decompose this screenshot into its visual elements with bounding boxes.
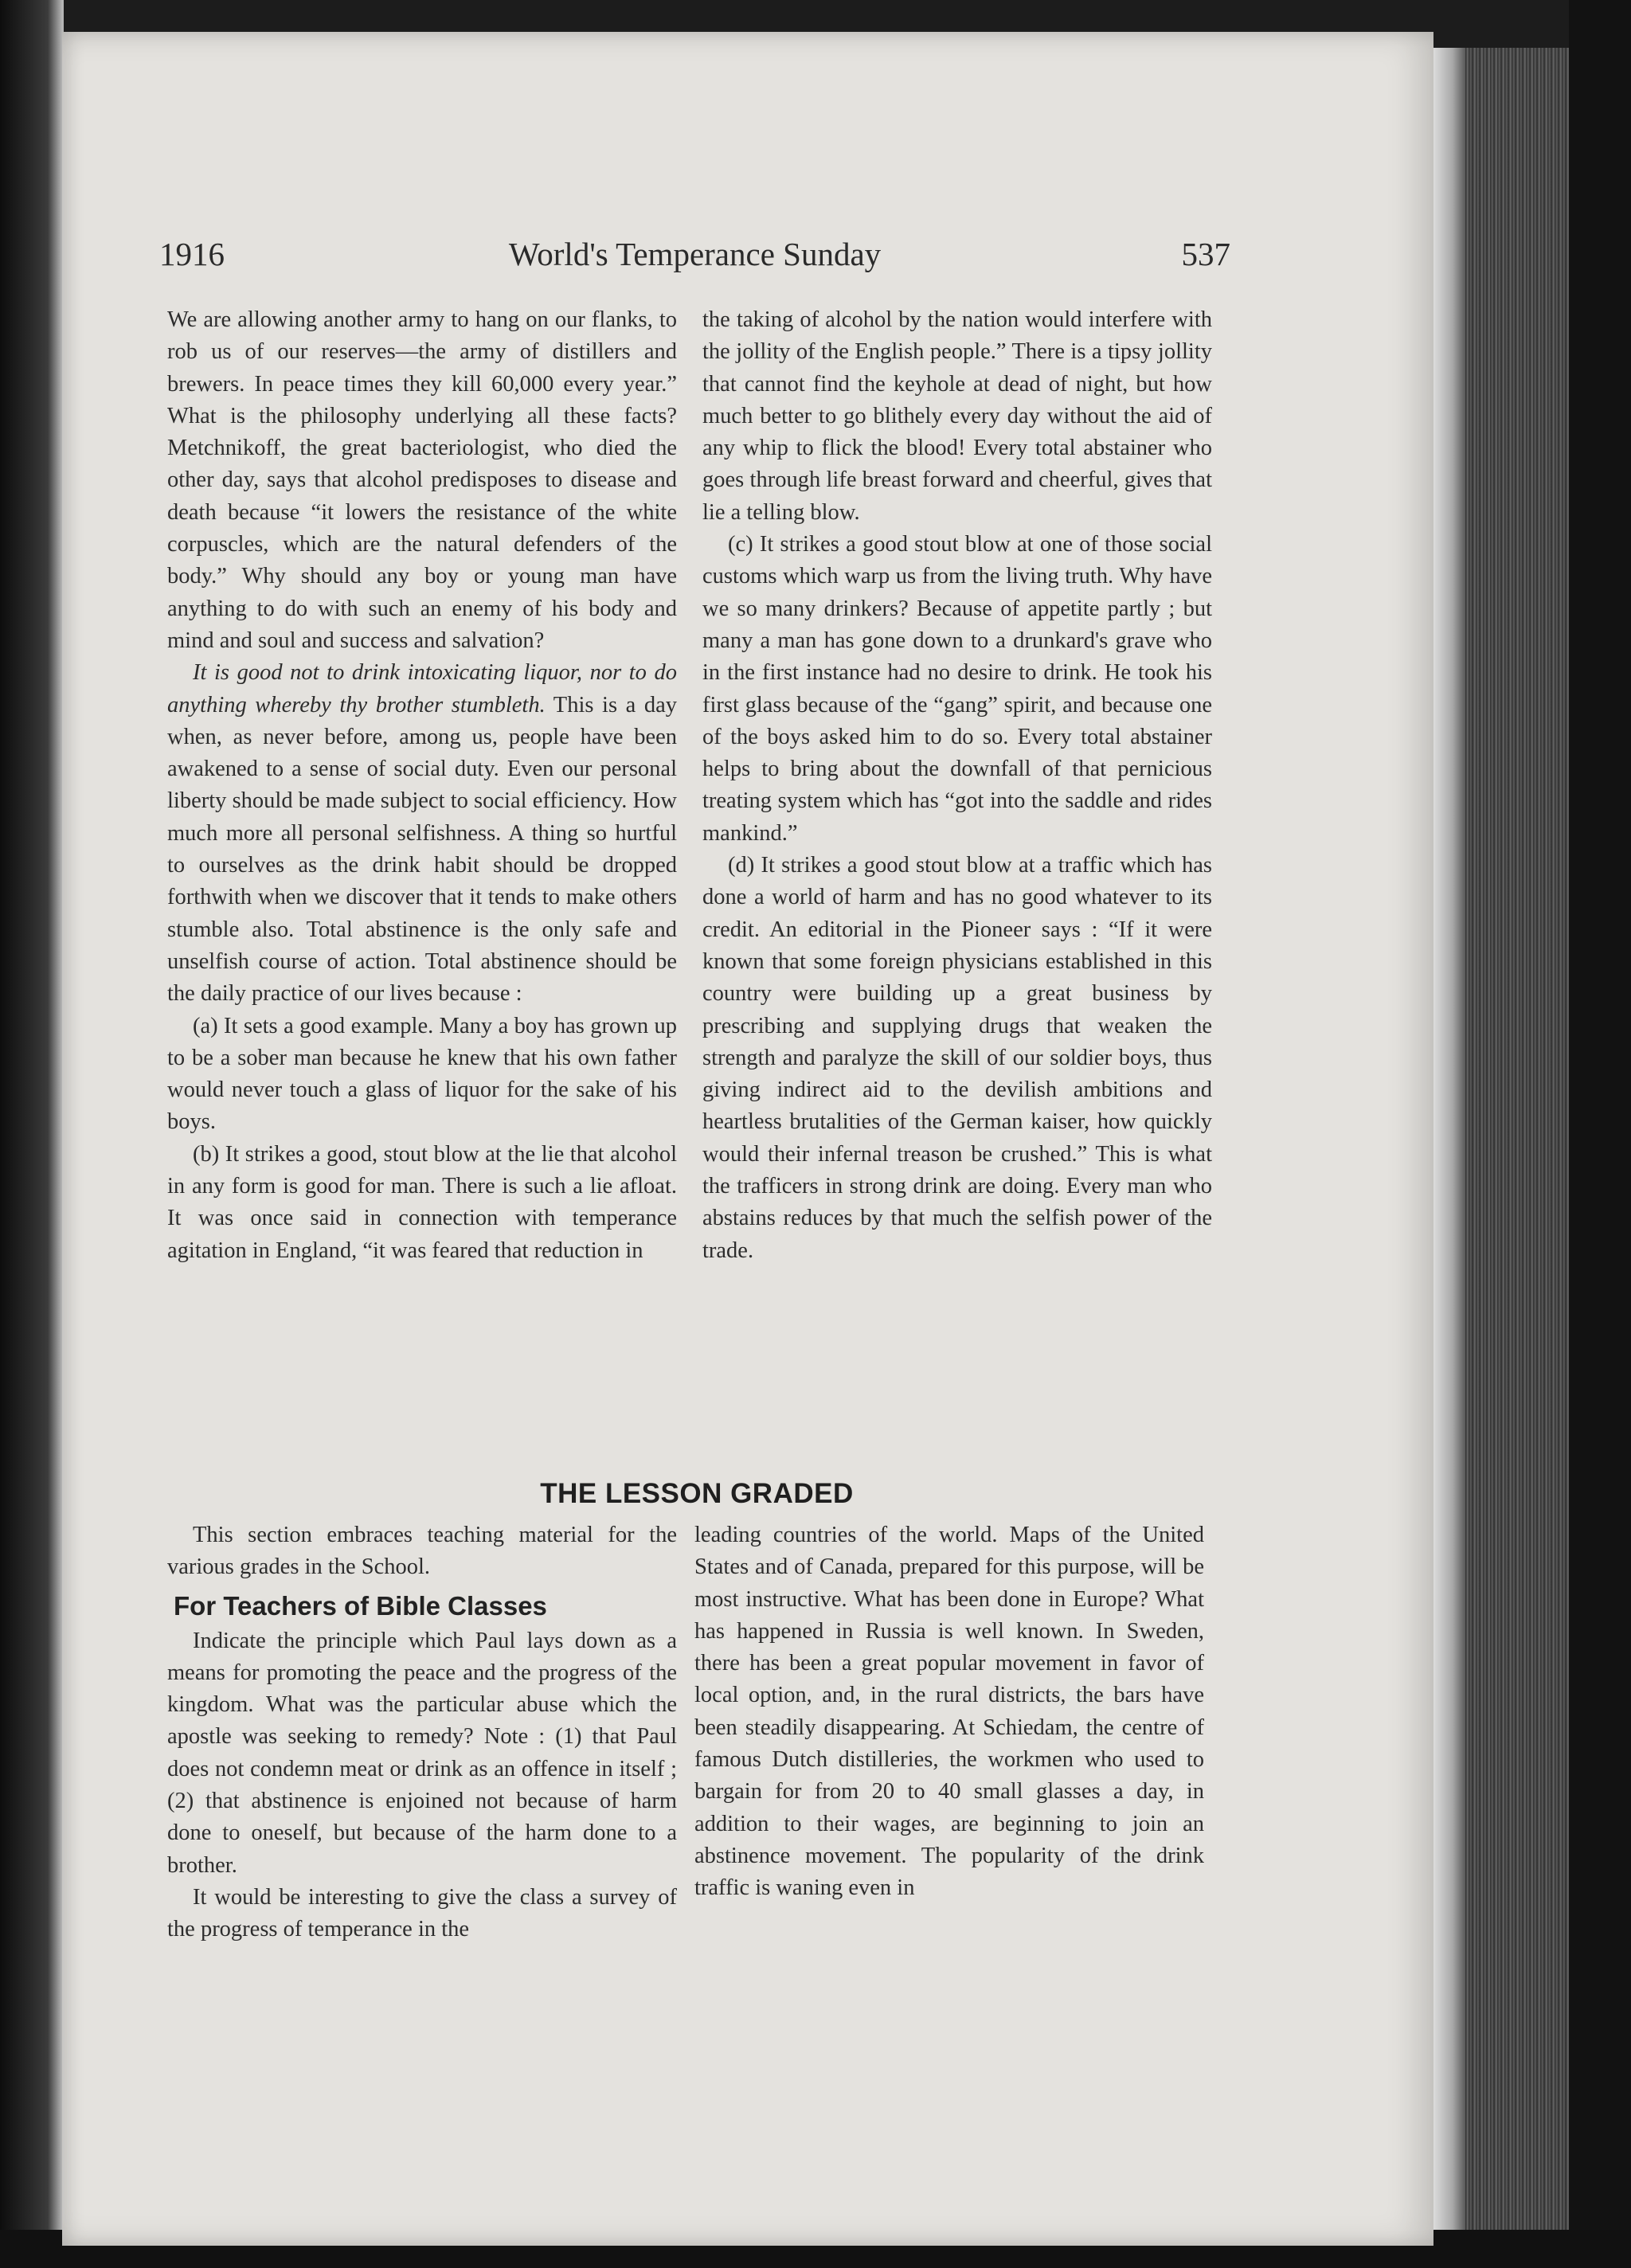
subheading: For Teachers of Bible Classes <box>174 1590 547 1621</box>
paragraph: leading countries of the world. Maps of the United States and of Canada, prepared for this purpose, will be most instructive. What has been done in Europe? What has happened in Russia is well known. In Sweden, there has been a great popular movement in favor of local option, and, in the rural districts, the bars have been steadily disappearing. At Schiedam, the centre of famous Dutch distilleries, the workmen who used to bargain for from 20 to 40 small glasses a day, in addition to their wages, are beginning to join an abstinence movement. The popularity of the drink traffic is waning even in <box>694 1523 1204 1901</box>
paragraph: It would be interesting to give the class a survey of the progress of temperance in the <box>167 1884 677 1942</box>
column-top-right <box>702 304 1212 1267</box>
paragraph: (a) It sets a good example. Many a boy has grown up to be a sober man because he knew that his own father would never touch a glass of liquor for the sake of his boys. <box>167 1013 677 1135</box>
paragraph: (c) It strikes a good stout blow at one of those social customs which warp us from the living truth. Why have we so many drinkers? Because of appetite partly ; but many a man has gone down to a drunkard's grave who in the first instance had no desire to drink. He took his first glass because of the “gang” spirit, and because one of the boys asked him to do so. Every total abstainer helps to bring about the downfall of that pernicious treating system which has “got into the saddle and rides mankind.” <box>702 532 1212 846</box>
paragraph: Indicate the principle which Paul lays down as a means for promoting the peace and the progress of the kingdom. What was the particular abuse which the apostle was seeking to remedy? Note : (1) that Paul does not condemn meat or drink as an offence in itself ; (2) that abstinence is enjoined not because of harm done to oneself, but because of the harm done to a brother. <box>167 1628 677 1878</box>
paragraph-text: This is a day when, as never before, among us, people have been awakened to a sense of social duty. Even our personal liberty should be made subject to social efficiency. How much more all personal selfishness. A thing so hurtful to ourselves as the drink habit should be dropped forthwith when we discover that it tends to make others stumble also. Total abstinence is the only safe and unselfish course of action. Total abstinence should be the daily practice of our lives because : <box>167 692 677 1007</box>
paragraph: (d) It strikes a good stout blow at a traffic which has done a world of harm and has no good whatever to its credit. An editorial in the Pioneer says : “If it were known that some foreign physicians established in this country were building up a great business by prescribing and supplying drugs that weaken the strength and paralyze the skill of our soldier boys, thus giving indirect aid to the devilish ambitions and heartless brutalities of the German kaiser, how quickly would their infernal treason be crushed.” This is what the trafficers in strong drink are doing. Every man who abstains reduces by that much the selfish power of the trade. <box>702 853 1212 1263</box>
page-header <box>159 235 1230 283</box>
running-title: World's Temperance Sunday <box>508 236 882 272</box>
paragraph <box>167 657 677 1010</box>
scan-right-background <box>1569 0 1631 2268</box>
paragraph: (b) It strikes a good, stout blow at the lie that alcohol in any form is good for man. There is such a lie afloat. It was once said in connection with temperance agitation in England, “it was feared that reduction in <box>167 1141 677 1263</box>
paragraph: the taking of alcohol by the nation would interfere with the jollity of the English people.” There is a tipsy jollity that cannot find the keyhole at dead of night, but how much better to go blithely every day without the aid of any whip to flick the blood! Every total abstainer who goes through life breast forward and cheerful, gives that lie a telling blow. <box>702 307 1212 525</box>
header-year: 1916 <box>159 236 225 272</box>
paragraph: We are allowing another army to hang on our flanks, to rob us of our reserves—the army of distillers and brewers. In peace times they kill 60,000 every year.” What is the philosophy underlying all these facts? Metchnikoff, the great bacteriologist, who died the other day, says that alcohol predisposes to disease and death because “it lowers the resistance of the white corpuscles, which are the natural defenders of the body.” Why should any boy or young man have anything to do with such an enemy of his body and mind and soul and success and salvation? <box>167 307 677 653</box>
page-number: 537 <box>1181 236 1230 272</box>
column-top-left <box>167 304 677 1267</box>
scan-left-edge <box>0 0 64 2268</box>
section-heading: THE LESSON GRADED <box>540 1478 854 1509</box>
paragraph: This section embraces teaching material for the various grades in the School. <box>167 1523 677 1580</box>
italic-quote: It is good not to drink intoxicating liquor, nor to do anything whereby thy brother stumbleth. <box>167 660 677 718</box>
column-bottom-right <box>694 1519 1204 1905</box>
book-page-edge-strip <box>1433 48 1465 2230</box>
column-bottom-left <box>167 1519 677 1946</box>
